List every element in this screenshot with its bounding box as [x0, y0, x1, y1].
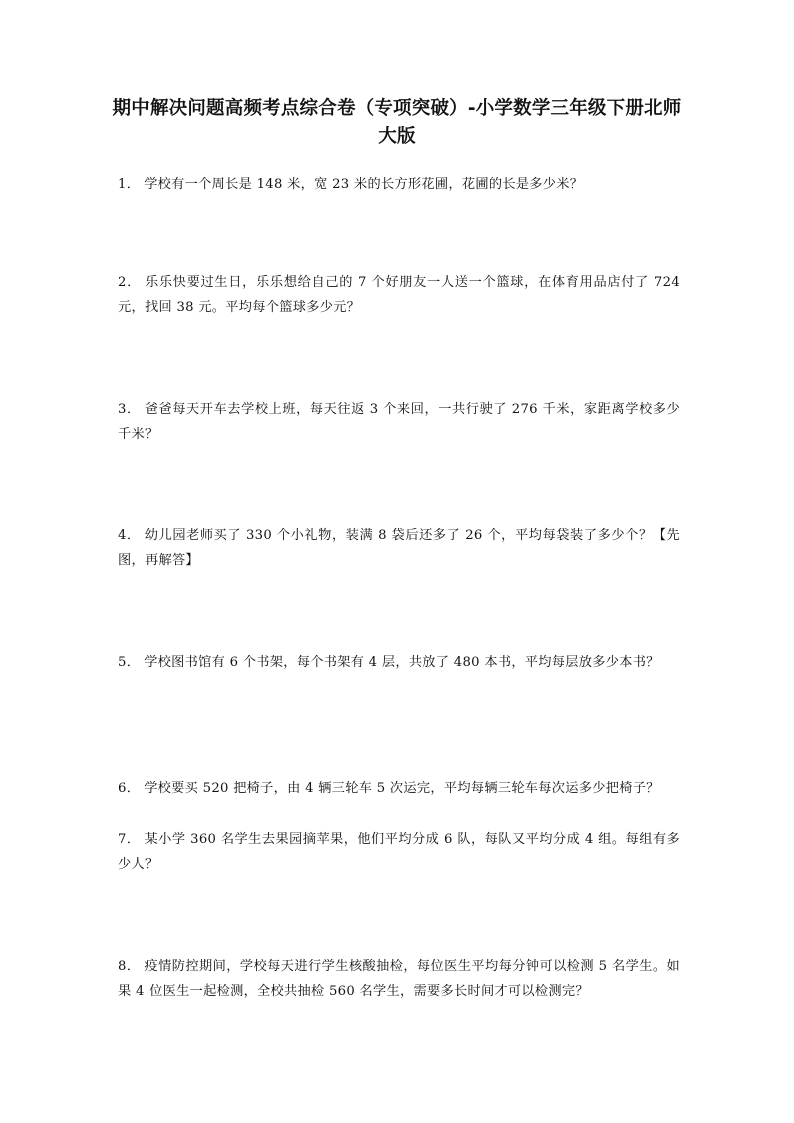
- question-number: 2．: [118, 275, 141, 290]
- question-8: [118, 954, 680, 1004]
- question-4: [118, 523, 680, 573]
- question-number: 8．: [118, 959, 141, 974]
- question-text: 学校要买 520 把椅子，由 4 辆三轮车 5 次运完，平均每辆三轮车每次运多少把椅子？: [144, 781, 660, 796]
- question-number: 6．: [118, 781, 141, 796]
- question-text: 爸爸每天开车去学校上班，每天往返 3 个来回，一共行驶了 276 千米，家距离学校多少千米？: [118, 402, 680, 442]
- question-text: 学校有一个周长是 148 米，宽 23 米的长方形花圃，花圃的长是多少米？: [144, 177, 584, 192]
- question-6: [118, 776, 680, 801]
- question-1: [118, 172, 680, 197]
- question-number: 5．: [118, 655, 141, 670]
- question-number: 7．: [118, 832, 141, 847]
- question-text: 某小学 360 名学生去果园摘苹果，他们平均分成 6 队，每队又平均分成 4 组。每组有多少人？: [118, 832, 680, 872]
- question-number: 1．: [118, 177, 141, 192]
- question-2: [118, 270, 680, 320]
- question-number: 4．: [118, 528, 141, 543]
- question-number: 3．: [118, 402, 141, 417]
- question-text: 幼儿园老师买了 330 个小礼物，装满 8 袋后还多了 26 个，平均每袋装了多少个？【先图，再解答】: [118, 528, 680, 568]
- question-7: [118, 827, 680, 877]
- question-text: 疫情防控期间，学校每天进行学生核酸抽检，每位医生平均每分钟可以检测 5 名学生。如果 4 位医生一起检测，全校共抽检 560 名学生，需要多长时间才可以检测完？: [118, 959, 680, 999]
- question-text: 学校图书馆有 6 个书架，每个书架有 4 层，共放了 480 本书，平均每层放多少本书？: [144, 655, 660, 670]
- question-text: 乐乐快要过生日，乐乐想给自己的 7 个好朋友一人送一个篮球，在体育用品店付了 724 元，找回 38 元。平均每个篮球多少元？: [118, 275, 681, 315]
- page-title: 期中解决问题高频考点综合卷（专项突破）-小学数学三年级下册北师大版: [112, 98, 682, 147]
- question-3: [118, 397, 680, 447]
- question-5: [118, 650, 680, 675]
